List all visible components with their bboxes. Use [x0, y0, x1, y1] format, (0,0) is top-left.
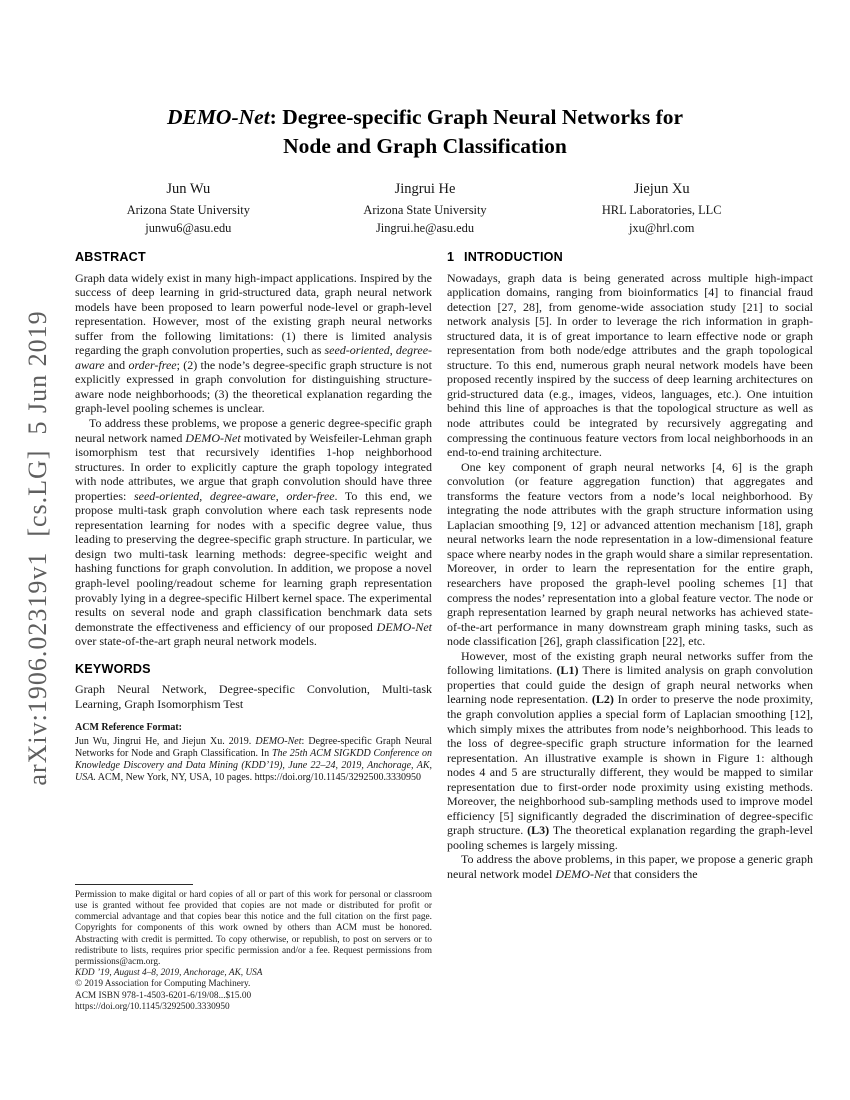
- abstract-paragraph: Graph data widely exist in many high-impact applications. Inspired by the success of deep learning in grid-structured data, graph neural network models have been proposed to learn powerful node-level or graph-level representation. However, most of the existing graph neural networks suffer from the following limitations: (1) there is limited analysis regarding the graph convolution properties, such as seed-oriented, degree-aware and order-free; (2) the node’s degree-specific graph structure is not explicitly expressed in graph convolution for distinguishing structure-aware node neighborhoods; (3) the theoretical explanation regarding the graph-level pooling schemes is unclear.: [75, 270, 433, 416]
- copyright-block: [75, 884, 432, 1013]
- isbn-line: ACM ISBN 978-1-4503-6201-6/19/08...$15.00: [75, 990, 252, 1001]
- author-affiliation: Arizona State University: [126, 203, 250, 217]
- footnote-rule: [75, 884, 193, 885]
- intro-paragraph: Nowadays, graph data is being generated across multiple high-impact application domains, ranging from bioinformatics [4] to financial fraud detection [27, 28], from genome-wide association study [21] to social network analysis [5]. In order to leverage the rich information in graph-structured data, it is of great importance to learn effective node or graph representation from both node/edge attributes and the graph topological structure. To this end, numerous graph neural network models have been proposed recently inspired by the success of deep learning architectures on grid-structured data (e.g., images, videos, languages, etc.). One intuition behind this line of approaches is that the topological structure as well as node attributes could be integrated by recursively aggregating and compressing the continuous feature vectors from local neighborhoods in an end-to-end training architecture.: [447, 270, 813, 460]
- acm-reference-heading: ACM Reference Format:: [75, 722, 182, 734]
- paper-title: [0, 103, 850, 161]
- author-2: [307, 180, 544, 237]
- abstract-heading: ABSTRACT: [75, 250, 146, 264]
- introduction-heading: [447, 250, 813, 265]
- section-title: INTRODUCTION: [464, 250, 563, 264]
- keywords-heading: KEYWORDS: [75, 661, 151, 676]
- conference-line: KDD ’19, August 4–8, 2019, Anchorage, AK, USA: [75, 968, 263, 979]
- right-column: [447, 249, 813, 882]
- paper-title-line2: Node and Graph Classification: [283, 134, 567, 158]
- left-column: [75, 249, 432, 1013]
- copyright-line: © 2019 Association for Computing Machinery.: [75, 979, 251, 990]
- abstract-paragraph: To address these problems, we propose a generic degree-specific graph neural network named DEMO-Net motivated by Weisfeiler-Lehman graph isomorphism test that recursively identifies 1-hop neighborhood structures. In order to explicitly capture the graph topology integrated with node attributes, we argue that graph convolution should have three properties: seed-oriented, degree-aware, order-free. To this end, we propose multi-task graph convolution where each task represents node representation learning for nodes with a specific degree value, thus leading to preserving the degree-specific graph structure. In particular, we design two multi-task learning methods: degree-specific weight and hashing functions for graph convolution. In addition, we propose a novel graph-level pooling/readout scheme for learning graph representation provably lying in a degree-specific Hilbert kernel space. The experimental results on several node and graph classification benchmark data sets demonstrate the effectiveness and efficiency of our proposed DEMO-Net over state-of-the-art graph neural network models.: [75, 416, 433, 649]
- acm-reference-body: Jun Wu, Jingrui He, and Jiejun Xu. 2019. DEMO-Net: Degree-specific Graph Neural Networks for Node and Graph Classification. In The 25th ACM SIGKDD Conference on Knowledge Discovery and Data Mining (KDD’19), June 22–24, 2019, Anchorage, AK, USA. ACM, New York, NY, USA, 10 pages. https://doi.org/10.1145/3292500.3330950: [75, 735, 433, 783]
- author-name: Jiejun Xu: [633, 181, 690, 197]
- acm-reference-format: [75, 722, 432, 783]
- author-name: Jingrui He: [394, 181, 456, 197]
- doi-link[interactable]: https://doi.org/10.1145/3292500.3330950: [75, 1001, 230, 1012]
- intro-paragraph: One key component of graph neural networks [4, 6] is the graph convolution (or feature aggregation function) that aggregates and transforms the feature vectors from a node’s local neighborhood. By integrating the node attributes with the graph structure information using Laplacian smoothing [9, 12] or advanced attention mechanism [18], graph neural networks learn the node representation in a low-dimensional feature space where nearby nodes in the graph would share a similar representation. Moreover, in order to learn the representation for the entire graph, researchers have proposed the graph-level pooling schemes [1] that compress the nodes’ representation into a global feature vector. The node or graph representation learned by graph neural networks has achieved state-of-the-art performance in many downstream graph mining tasks, such as node classification [26], graph classification [22], etc.: [447, 459, 813, 649]
- author-affiliation: Arizona State University: [363, 203, 487, 217]
- author-block: [70, 180, 780, 237]
- intro-paragraph: To address the above problems, in this paper, we propose a generic graph neural network model DEMO-Net that considers the: [447, 852, 813, 881]
- author-3: [543, 180, 780, 237]
- author-1: [70, 180, 307, 237]
- title-block: [0, 103, 850, 161]
- author-email: junwu6@asu.edu: [145, 220, 232, 235]
- arxiv-watermark: arXiv:1906.02319v1 [cs.LG] 5 Jun 2019: [23, 310, 52, 786]
- intro-paragraph: However, most of the existing graph neural networks suffer from the following limitations. (L1) There is limited analysis on graph convolution properties that could guide the design of graph neural networks when learning node representation. (L2) In order to preserve the node proximity, the graph convolution applies a special form of Laplacian smoothing [12], which simply mixes the attributes from node’s neighborhood. This leads to the loss of degree-specific graph structure information for the learned representation. An illustrative example is shown in Figure 1: although nodes 4 and 5 are structurally different, they would be mapped to similar representation due to first-order node proximity using existing methods. Moreover, the neighborhood sub-sampling methods used to improve model efficiency [5] significantly degraded the discrimination of degree-specific graph structure. (L3) The theoretical explanation regarding the graph-level pooling schemes is largely missing.: [447, 648, 814, 852]
- author-email: jxu@hrl.com: [628, 220, 695, 235]
- author-email: Jingrui.he@asu.edu: [375, 220, 475, 235]
- permission-text: Permission to make digital or hard copies of all or part of this work for personal or classroom use is granted without fee provided that copies are not made or distributed for profit or commercial advantage and that copies bear this notice and the full citation on the first page. Copyrights for components of this work owned by others than ACM must be honored. Abstracting with credit is permitted. To copy otherwise, or republish, to post on servers or to redistribute to lists, requires prior specific permission and/or a fee. Request permissions from permissions@acm.org.: [75, 889, 432, 967]
- paper-title-line1: DEMO-Net: Degree-specific Graph Neural Networks for: [166, 105, 684, 129]
- keywords-text: Graph Neural Network, Degree-specific Convolution, Multi-task Learning, Graph Isomorphism Test: [75, 682, 432, 711]
- author-affiliation: HRL Laboratories, LLC: [601, 203, 722, 217]
- author-name: Jun Wu: [166, 181, 211, 197]
- section-number: 1: [447, 250, 455, 264]
